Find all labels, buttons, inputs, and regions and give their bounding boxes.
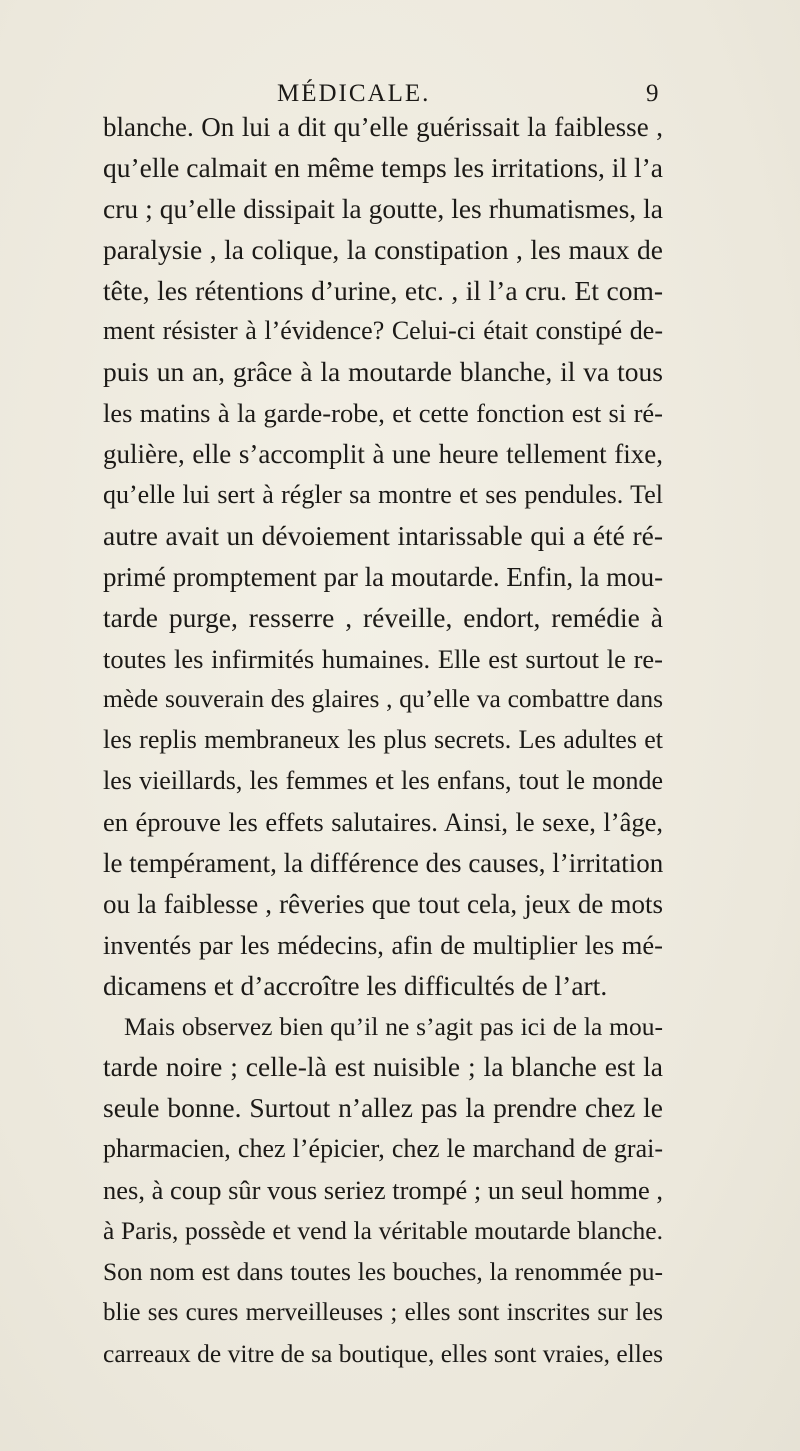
text-line: nes, à coup sûr vous seriez trompé ; un seul homme , — [103, 1175, 664, 1206]
text-line: les matins à la garde-robe, et cette fonction est si ré- — [103, 398, 663, 429]
text-line: dicamens et d’accroître les difficultés de l’art. — [103, 969, 608, 1001]
text-line: qu’elle calmait en même temps les irritations, il l’a — [103, 151, 663, 183]
text-line: à Paris, possède et vend la véritable moutarde blanche. — [103, 1216, 663, 1246]
text-line: blanche. On lui a dit qu’elle guérissait la faiblesse , — [103, 112, 663, 142]
text-line: seule bonne. Surtout n’allez pas la prendre chez le — [103, 1092, 663, 1124]
text-line: paralysie , la colique, la constipation , les maux de — [103, 233, 663, 265]
text-line: le tempérament, la différence des causes, l’irritation — [103, 848, 664, 879]
text-line: tarde noire ; celle-là est nuisible ; la blanche est la — [103, 1051, 663, 1083]
text-line: en éprouve les effets salutaires. Ainsi, le sexe, l’âge, — [103, 807, 663, 838]
text-line: Son nom est dans toutes les bouches, la renommée pu- — [103, 1256, 663, 1286]
text-line: autre avait un dévoiement intarissable qui a été ré- — [103, 519, 663, 551]
text-line: gulière, elle s’accomplit à une heure tellement fixe, — [103, 439, 663, 470]
text-line: mède souverain des glaires , qu’elle va combattre dans — [103, 684, 663, 714]
text-line: cru ; qu’elle dissipait la goutte, les rhumatismes, la — [103, 192, 663, 224]
text-line: les vieillards, les femmes et les enfans, tout le monde — [103, 766, 663, 796]
page-number: 9 — [646, 80, 659, 107]
text-line: tarde purge, resserre , réveille, endort, remédie à — [103, 601, 663, 633]
text-line: pharmacien, chez l’épicier, chez le marchand de grai- — [103, 1134, 663, 1164]
text-line: qu’elle lui sert à régler sa montre et ses pendules. Tel — [103, 480, 663, 510]
text-line: inventés par les médecins, afin de multiplier les mé- — [103, 929, 663, 960]
text-line: ou la faiblesse , rêveries que tout cela, jeux de mots — [103, 888, 663, 919]
text-line: tête, les rétentions d’urine, etc. , il l’a cru. Et com- — [103, 274, 663, 306]
text-line: blie ses cures merveilleuses ; elles sont inscrites sur les — [103, 1298, 663, 1326]
text-line: toutes les infirmités humaines. Elle est surtout le re- — [103, 643, 663, 674]
body-text — [103, 107, 663, 1375]
text-line: primé promptement par la moutarde. Enfin, la mou- — [103, 561, 664, 592]
text-line: Mais observez bien qu’il ne s’agit pas ici de la mou- — [124, 1011, 663, 1041]
text-line: puis un an, grâce à la moutarde blanche, il va tous — [103, 356, 663, 388]
running-head-title: MÉDICALE. — [277, 80, 431, 107]
text-line: ment résister à l’évidence? Celui-ci était constipé de- — [103, 316, 663, 346]
text-line: les replis membraneux les plus secrets. Les adultes et — [103, 725, 663, 755]
text-line: carreaux de vitre de sa boutique, elles sont vraies, elles — [103, 1338, 664, 1368]
